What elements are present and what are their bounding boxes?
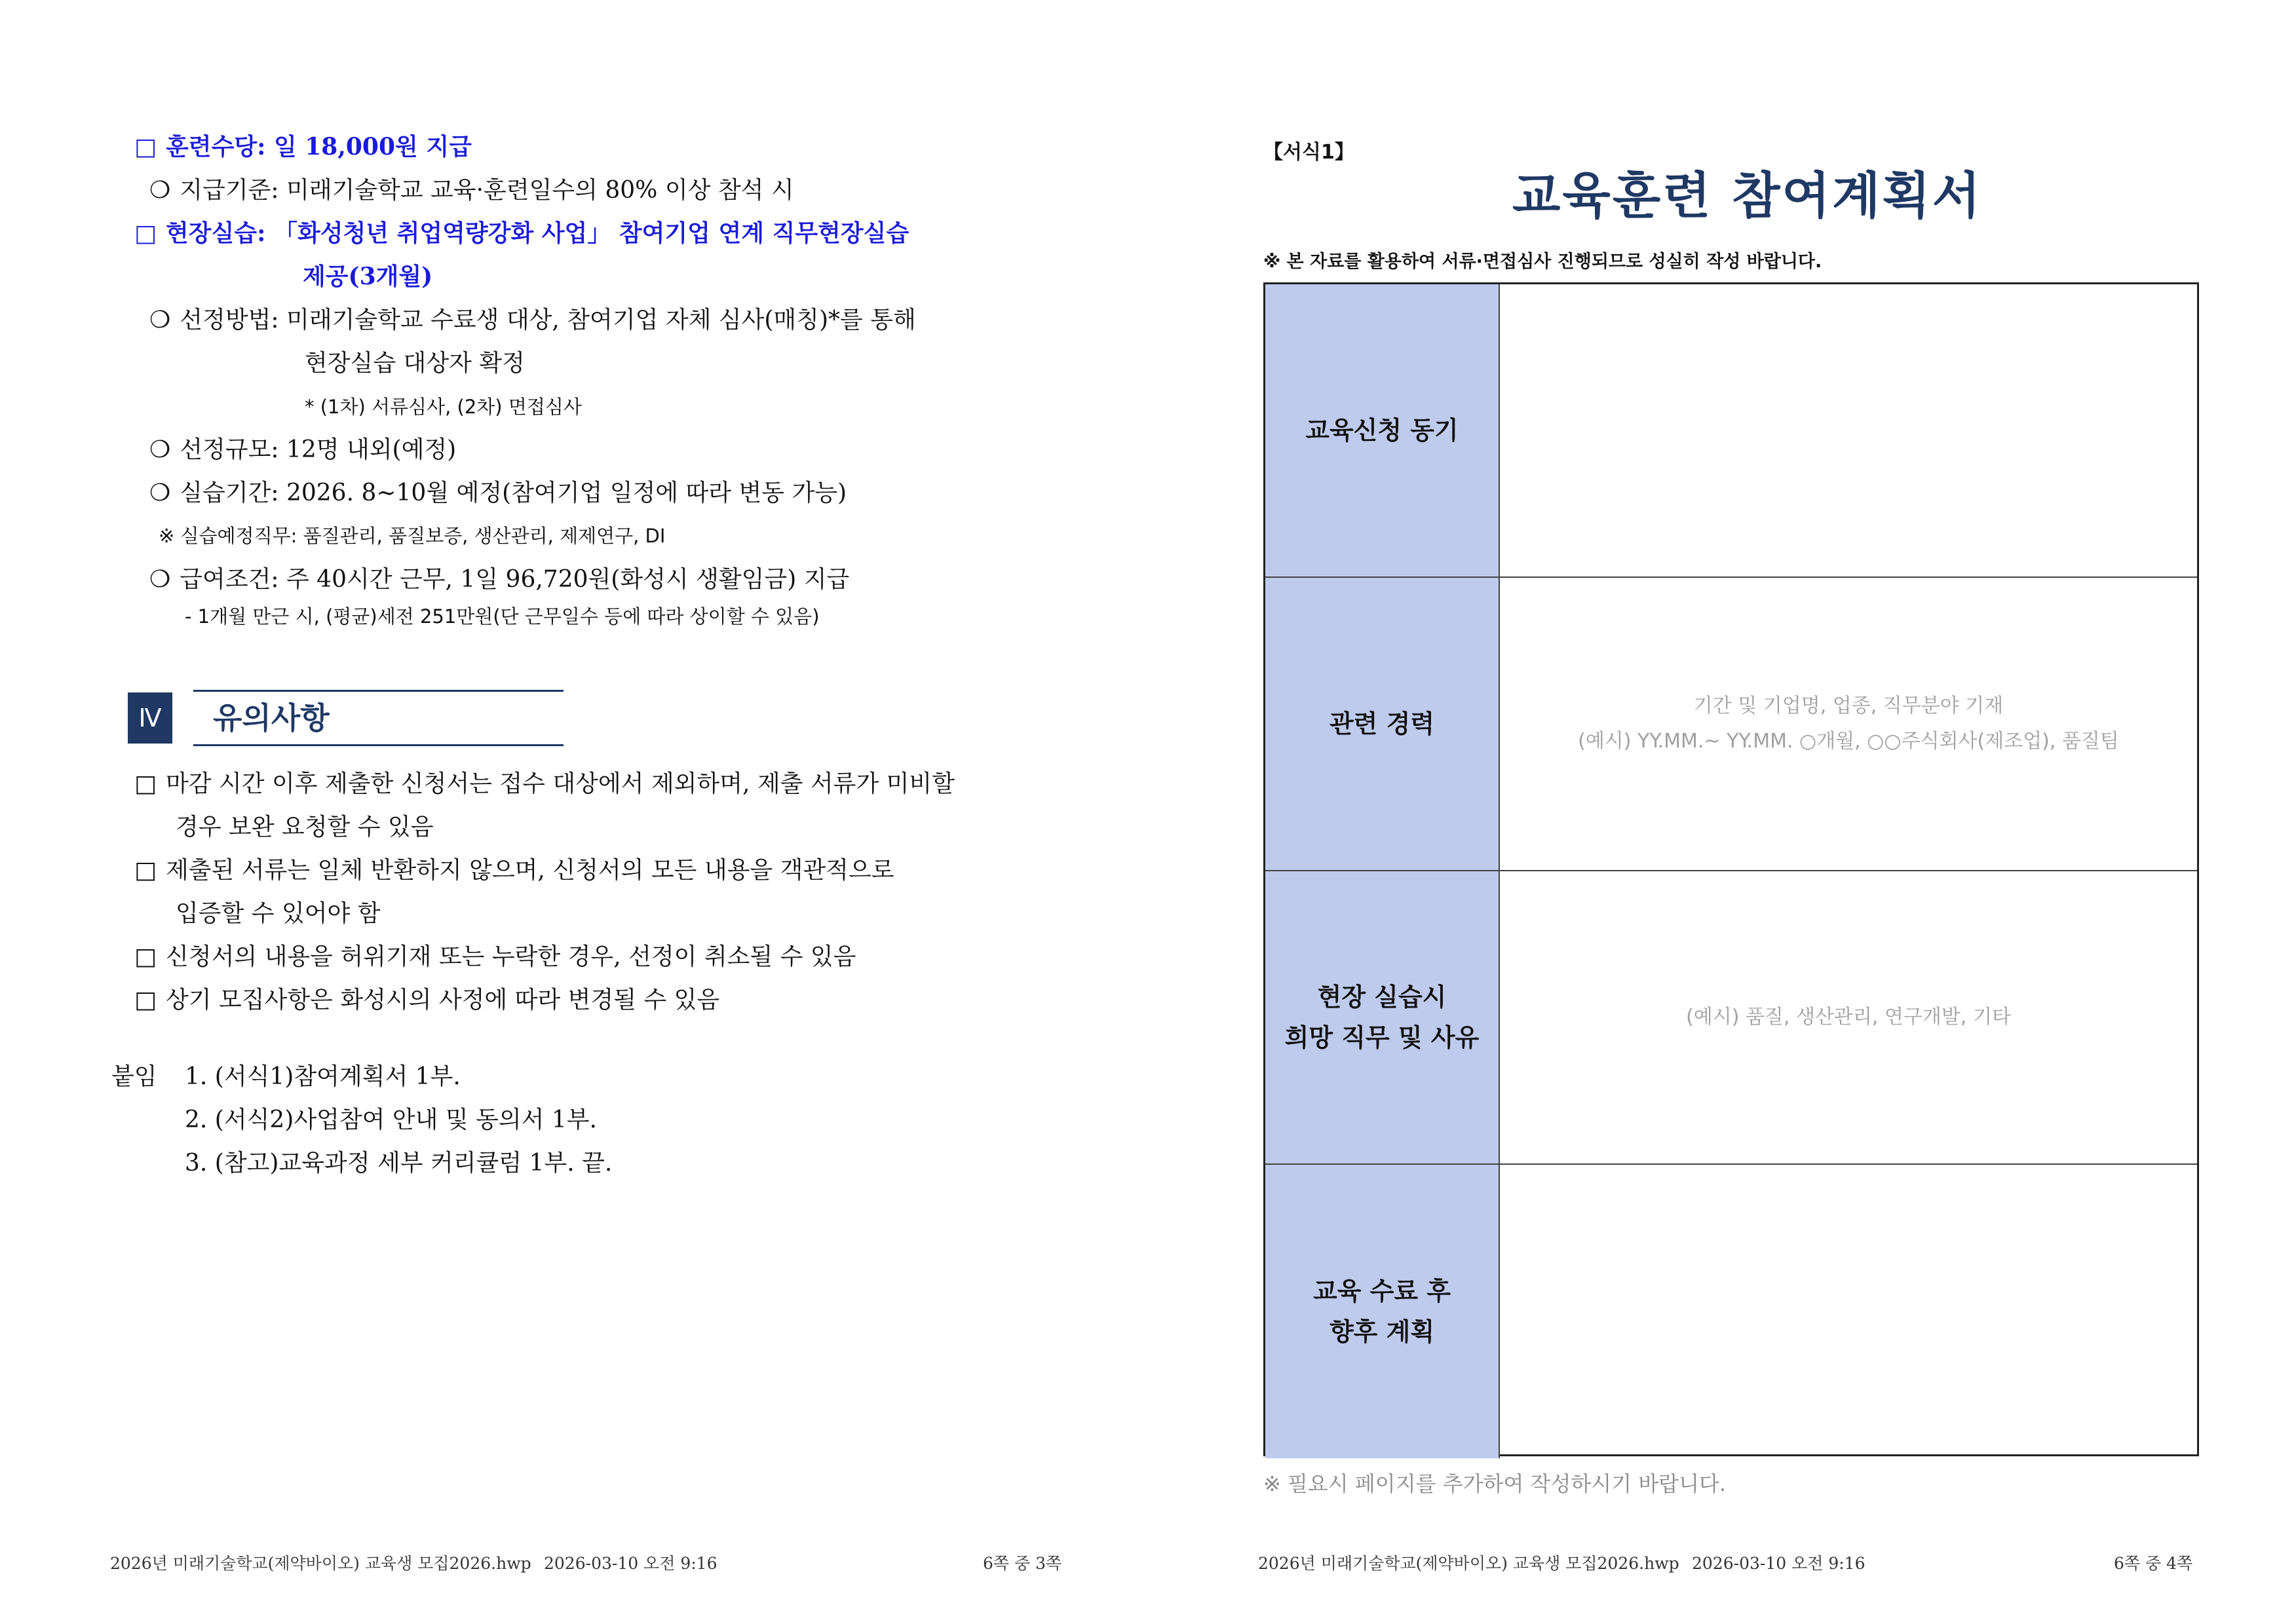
notice-item-cont: 경우 보완 요청할 수 있음 [176,814,434,840]
attachments-label: 붙임 [111,1063,157,1090]
row-label: 관련 경력 [1265,578,1500,870]
row-label: 교육신청 동기 [1265,284,1500,576]
notice-item: □ 상기 모집사항은 화성시의 사정에 따라 변경될 수 있음 [134,987,720,1013]
notice-item: □ 마감 시간 이후 제출한 신청서는 접수 대상에서 제외하며, 제출 서류가 미비할 [134,770,955,797]
footer-date: 2026-03-10 오전 9:16 [1692,1554,1866,1573]
checkbox-marker-icon: □ [134,857,157,884]
notice-item: □ 신청서의 내용을 허위기재 또는 누락한 경우, 선정이 취소될 수 있음 [134,943,856,970]
checkbox-marker-icon: □ [134,943,157,970]
allowance-criteria: ❍ 지급기준: 미래기술학교 교육·훈련일수의 80% 이상 참석 시 [149,177,794,204]
row-label: 교육 수료 후 향후 계획 [1265,1165,1500,1458]
selection-scale-item: ❍ 선정규모: 12명 내외(예정) [149,436,457,463]
attachment-item: 1. (서식1)참여계획서 1부. [185,1063,461,1090]
salary-item: ❍ 급여조건: 주 40시간 근무, 1일 96,720원(화성시 생활임금) 지급 [149,566,850,593]
desired-job-field[interactable] [1500,871,2197,1163]
form-title: 교육훈련 참여계획서 [1512,166,1983,225]
section-title: 유의사항 [193,690,564,746]
checkbox-marker-icon: □ [134,219,157,247]
circle-bullet-icon: ❍ [149,307,171,333]
table-row-future-plan [1265,1165,2197,1458]
footer-date: 2026-03-10 오전 9:16 [544,1554,718,1573]
experience-field[interactable] [1500,578,2197,870]
table-row-experience [1265,578,2197,871]
checkbox-marker-icon: □ [134,133,157,161]
selection-method-cont: 현장실습 대상자 확정 [305,350,525,377]
footer-page-number: 6쪽 중 3쪽 [983,1554,1062,1573]
selection-note: * (1차) 서류심사, (2차) 면접심사 [305,396,582,418]
footer-page-number: 6쪽 중 4쪽 [2114,1554,2193,1573]
placeholder-text: (예시) 품질, 생산관리, 연구개발, 기타 [1686,1006,2011,1029]
circle-bullet-icon: ❍ [149,566,171,593]
field-training-heading: □ 현장실습: 「화성청년 취업역량강화 사업」 참여기업 연계 직무현장실습 [134,219,909,247]
section-number-badge: Ⅳ [128,692,172,744]
notice-item: □ 제출된 서류는 일체 반환하지 않으며, 신청서의 모든 내용을 객관적으로 [134,857,894,884]
form-tag: 【서식1】 [1263,141,1354,164]
field-training-heading-cont: 제공(3개월) [303,263,433,290]
bottom-note: ※ 필요시 페이지를 추가하여 작성하시기 바랍니다. [1263,1471,1727,1496]
form-notice: ※ 본 자료를 활용하여 서류·면접심사 진행되므로 성실히 작성 바랍니다. [1263,252,1822,272]
notice-item-cont: 입증할 수 있어야 함 [176,900,381,927]
circle-bullet-icon: ❍ [149,177,171,204]
selection-method-item: ❍ 선정방법: 미래기술학교 수료생 대상, 참여기업 자체 심사(매칭)*를 통해 [149,307,916,333]
footer-filename: 2026년 미래기술학교(제약바이오) 교육생 모집2026.hwp [1258,1554,1679,1573]
checkbox-marker-icon: □ [134,770,157,797]
training-period-item: ❍ 실습기간: 2026. 8~10월 예정(참여기업 일정에 따라 변동 가능) [149,480,847,506]
attachment-item: 3. (참고)교육과정 세부 커리큘럼 1부. 끝. [185,1150,613,1177]
table-row-motivation [1265,284,2197,578]
row-label: 현장 실습시 희망 직무 및 사유 [1265,871,1500,1163]
motivation-field[interactable] [1500,284,2197,576]
allowance-heading: □ 훈련수당: 일 18,000원 지급 [134,133,472,161]
placeholder-text: (예시) YY.MM.~ YY.MM. ○개월, ○○주식회사(제조업), 품질팀 [1578,730,2119,753]
table-row-desired-job [1265,871,2197,1165]
salary-note: - 1개월 만근 시, (평균)세전 251만원(단 근무일수 등에 따라 상이할 수 있음) [185,605,820,628]
participation-plan-table [1263,282,2199,1456]
jobs-note: ※ 실습예정직무: 품질관리, 품질보증, 생산관리, 제제연구, DI [159,525,666,547]
circle-bullet-icon: ❍ [149,436,171,463]
placeholder-text: 기간 및 기업명, 업종, 직무분야 기재 [1693,694,2004,717]
circle-bullet-icon: ❍ [149,480,171,506]
footer-filename: 2026년 미래기술학교(제약바이오) 교육생 모집2026.hwp [110,1554,531,1573]
checkbox-marker-icon: □ [134,987,157,1013]
attachment-item: 2. (서식2)사업참여 안내 및 동의서 1부. [185,1106,597,1133]
future-plan-field[interactable] [1500,1165,2197,1458]
